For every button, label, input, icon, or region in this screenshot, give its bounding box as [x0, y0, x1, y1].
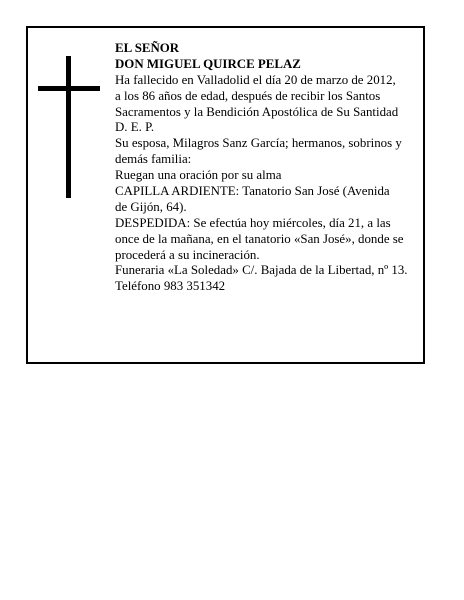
notice-heading: EL SEÑOR — [115, 41, 180, 55]
notice-line: D. E. P. — [115, 120, 155, 135]
obituary-notice — [26, 26, 425, 364]
notice-line: Funeraria «La Soledad» C/. Bajada de la Libertad, nº 13. — [115, 263, 408, 278]
notice-line: demás familia: — [115, 152, 192, 167]
notice-line: Ruegan una oración por su alma — [115, 168, 282, 183]
notice-line: once de la mañana, en el tanatorio «San José», donde se — [115, 231, 404, 246]
notice-text — [115, 41, 427, 295]
notice-line: Ha fallecido en Valladolid el día 20 de marzo de 2012, — [115, 72, 396, 87]
notice-line: Su esposa, Milagros Sanz García; hermanos, sobrinos y — [115, 136, 402, 151]
notice-line: Sacramentos y la Bendición Apostólica de Su Santidad — [115, 104, 399, 119]
notice-line: Teléfono 983 351342 — [115, 279, 226, 294]
notice-line: a los 86 años de edad, después de recibir los Santos — [115, 88, 381, 103]
notice-line: CAPILLA ARDIENTE: Tanatorio San José (Avenida — [115, 184, 390, 199]
latin-cross-icon — [38, 56, 100, 198]
notice-line: procederá a su incineración. — [115, 247, 260, 262]
notice-line: de Gijón, 64). — [115, 199, 187, 214]
cross-horizontal-bar — [38, 86, 100, 91]
cross-vertical-bar — [66, 56, 71, 198]
notice-line: DESPEDIDA: Se efectúa hoy miércoles, día 21, a las — [115, 215, 391, 230]
deceased-name: DON MIGUEL QUIRCE PELAZ — [115, 56, 301, 71]
